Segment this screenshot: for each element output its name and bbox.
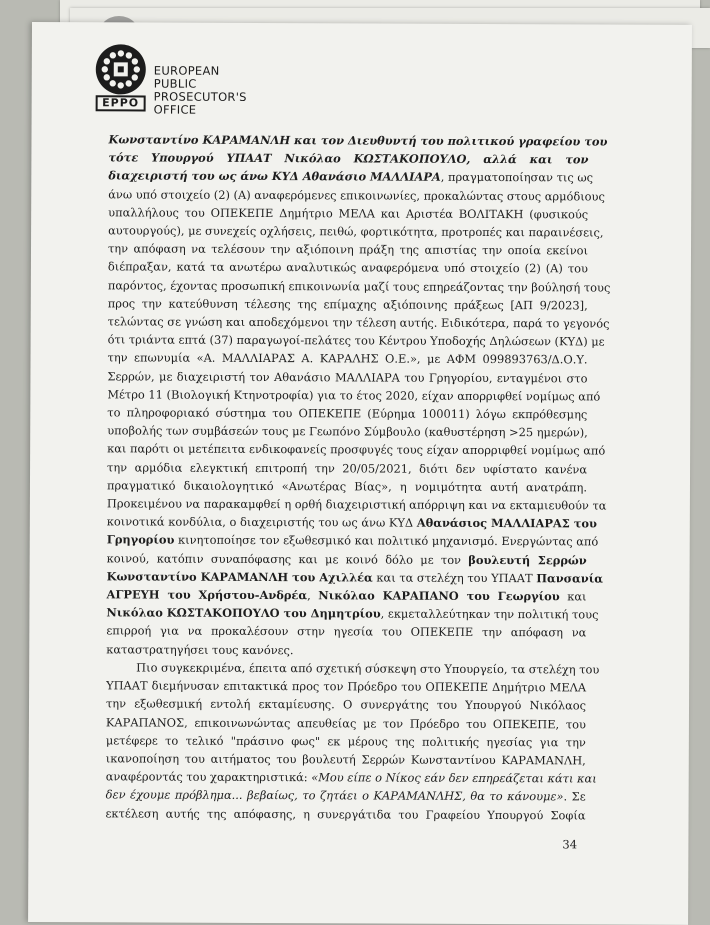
text-segment: την επωνυμία «Α. ΜΑΛΛΙΑΡΑΣ Α. ΚΑΡΑΛΗΣ Ο.Ε.», με ΑΦΜ 099893763/Δ.Ο.Υ. [107, 350, 588, 367]
text-segment: Προκειμένου να παρακαμφθεί η ορθή διαχειριστική απόρριψη και να εκταμιευθούν τα [106, 496, 607, 513]
text-line [108, 130, 608, 150]
text-line [106, 804, 586, 824]
eppo-logo [96, 44, 326, 135]
text-line [108, 149, 588, 169]
text-line [106, 731, 586, 751]
text-segment: . Σε [563, 789, 586, 804]
text-segment: πραγματικό δικαιολογητικό «Ανωτέρας Βίας», η νομιμότητα αυτή ανατράπη. [106, 478, 588, 495]
text-line [106, 640, 586, 660]
text-line [107, 367, 587, 387]
text-segment: κινητοποίησε τον εξωθεσμικό και πολιτικό μηχανισμό. Ενεργώντας από [174, 533, 599, 549]
text-segment: ΥΠΑΑΤ διεμήνυσαν επιτακτικά προς τον Πρόεδρο του ΟΠΕΚΕΠΕ Δημήτριο ΜΕΛΑ [106, 678, 587, 695]
text-segment: Νικόλαο ΚΑΡΑΠΑΝΟ του Γεωργίου [318, 588, 560, 604]
eppo-logo-text [154, 65, 247, 117]
text-line [106, 604, 599, 624]
text-segment: την εξωθεσμική εντολή εκταμίευσης. Ο συνεργάτης του Υπουργού Νικόλαος [105, 696, 587, 713]
text-line [107, 312, 610, 332]
text-line [106, 494, 607, 514]
text-segment: ικανοποίηση του αιτήματος του βουλευτή Σερρών Κωνσταντίνου ΚΑΡΑΜΑΝΛΗ, [105, 751, 586, 768]
text-segment: κοινού, κατόπιν συναπόφασης και με κοινό δόλο με τον [106, 551, 469, 567]
text-line [106, 713, 586, 733]
text-line [106, 531, 599, 551]
text-line [106, 513, 597, 533]
eppo-abbreviation: EPPO [96, 95, 146, 111]
text-segment: Νικόλαο ΚΩΣΤΑΚΟΠΟΥΛΟ του Δημητρίου [106, 605, 381, 621]
text-line [108, 258, 588, 278]
text-segment: μετέφερε το τελικό "πράσινο φως" εκ μέρους της πολιτικής ηγεσίας για την [105, 733, 586, 750]
text-segment: ότι τριάντα επτά (37) παραγωγοί-πελάτες του Κέντρου Υποδοχής Δηλώσεων (ΚΥΔ) με [107, 332, 605, 349]
text-line [106, 622, 586, 642]
text-segment: κοινοτικά κονδύλια, ο διαχειριστής του ως άνω ΚΥΔ [106, 514, 417, 530]
document-body [105, 130, 611, 824]
text-segment: , [307, 588, 319, 603]
text-segment: αναφέροντάς του χαρακτηριστικά: [105, 769, 312, 785]
logo-line: PUBLIC [153, 76, 197, 91]
text-segment: παρόντος, έχοντας προσωπική επικοινωνία μαζί τους επηρεάζοντας την βούλησή τους [107, 277, 611, 295]
text-line [108, 240, 588, 260]
text-segment: τότε Υπουργού ΥΠΑΑΤ Νικόλαο ΚΩΣΤΑΚΟΠΟΥΛΟ, αλλά και τον [108, 150, 589, 167]
text-segment: δεν έχουμε πρόβλημα... βεβαίως, το ζητάει ο ΚΑΡΑΜΑΝΛΗΣ, θα το κάνουμε» [105, 787, 564, 804]
text-line [108, 294, 588, 314]
text-segment: και παρότι οι μετέπειτα ενδικοφανείς προσφυγές τους είχαν απορριφθεί νομίμως από [107, 441, 606, 458]
document-page [28, 22, 692, 925]
text-line [106, 749, 586, 769]
text-segment: , εκμεταλλεύτηκαν την πολιτική τους [380, 606, 599, 622]
text-segment: καταστρατηγήσει τους κανόνες. [106, 642, 294, 657]
text-segment: επιρροή για να προκαλέσουν στην ηγεσία του ΟΠΕΚΕΠΕ την απόφαση να [106, 623, 587, 640]
page-number: 34 [562, 837, 578, 852]
text-segment: Μέτρο 11 (Βιολογική Κτηνοτροφία) για το έτος 2020, είχαν απορριφθεί νομίμως από [107, 387, 601, 404]
text-line [107, 476, 587, 496]
text-line [106, 658, 600, 678]
text-line [107, 549, 587, 569]
text-segment: την αρμόδια ελεγκτική επιτροπή την 20/05/2021, διότι δεν υφίστατο κανένα [107, 459, 588, 477]
text-segment: ΑΓΡΕΥΗ του Χρήστου-Ανδρέα [106, 587, 308, 603]
text-line [106, 676, 586, 696]
text-line [106, 695, 586, 715]
text-segment: υπαλλήλους του ΟΠΕΚΕΠΕ Δημήτριο ΜΕΛΑ και Αριστέα ΒΟΛΙΤΑΚΗ (φυσικούς [108, 205, 589, 222]
text-segment: το πληροφοριακό σύστημα του ΟΠΕΚΕΠΕ (Εύρημα 100011) λόγω εκπρόθεσμης [107, 405, 588, 422]
logo-line: OFFICE [153, 102, 197, 117]
text-line [107, 458, 587, 478]
text-segment: Πανσανία [536, 571, 604, 586]
text-line [108, 167, 594, 187]
text-segment: Κωνσταντίνο ΚΑΡΑΜΑΝΛΗ και τον Διευθυντή του πολιτικού γραφείου του [108, 132, 608, 149]
logo-line: EUROPEAN [153, 63, 220, 78]
text-line [107, 385, 601, 405]
text-line [107, 331, 605, 351]
text-segment: Σερρών, με διαχειριστή τον Αθανάσιο ΜΑΛΛΙΑΡΑ του Γρηγορίου, ενταγμένοι στο [107, 368, 588, 386]
text-segment: την απόφαση να τελέσουν την αξιόποινη πράξη της απιστίας την οποία εκείνοι [107, 241, 589, 258]
text-line [107, 349, 587, 369]
text-line [107, 276, 611, 296]
text-segment: υποβολής των συμβάσεών τους με Γεωπόνο Σύμβουλο (καθυστέρηση >25 ημερών), [107, 423, 588, 440]
text-segment: προς την κατεύθυνση τέλεσης της επίμαχης αξιόποινης πράξεως [ΑΠ 9/2023], [107, 296, 588, 313]
text-segment: εκτέλεση αυτής της απόφασης, η συνεργάτιδα του Γραφείου Υπουργού Σοφία [105, 805, 586, 822]
text-segment: «Μου είπε ο Νίκος εάν δεν επηρεάζεται κάτι και [311, 770, 597, 786]
logo-line: PROSECUTOR'S [153, 89, 247, 104]
text-segment: αυτουργούς), με συνεχείς οχλήσεις, πειθώ, φορτικότητα, προτροπές και παραινέσεις, [108, 223, 604, 240]
text-segment: , πραγματοποίησαν τις ως [440, 170, 594, 185]
text-segment: διέπραξαν, κατά τα ανωτέρω αναλυτικώς αναφερόμενα υπό στοιχείο (2) (Α) του [107, 259, 588, 276]
text-line [106, 585, 586, 605]
text-segment: και τα στελέχη του ΥΠΑΑΤ [372, 570, 537, 586]
text-segment: Γρηγορίου [106, 532, 175, 548]
text-line [107, 440, 606, 460]
text-segment: τελώντας σε γνώση και αποδεχόμενοι την τέλεση αυτής. Ειδικότερα, παρά το γεγονός [107, 314, 610, 331]
text-segment: διαχειριστή του ως άνω ΚΥΔ Αθανάσιο ΜΑΛΛΙΑΡΑ [108, 168, 441, 185]
text-line [106, 786, 586, 806]
text-segment: Πιο συγκεκριμένα, έπειτα από σχετική σύσκεψη στο Υπουργείο, τα στελέχη του [136, 660, 600, 677]
text-line [107, 403, 587, 423]
text-line [106, 567, 604, 587]
text-line [107, 422, 587, 442]
eppo-emblem-icon [96, 44, 146, 94]
text-segment: βουλευτή Σερρών [468, 552, 587, 568]
text-segment: ΚΑΡΑΠΑΝΟΣ, επικοινωνώντας απευθείας με τον Πρόεδρο του ΟΠΕΚΕΠΕ, του [105, 714, 586, 731]
text-line [108, 185, 605, 205]
text-segment: άνω υπό στοιχείο (2) (Α) αναφερόμενες επικοινωνίες, προκαλώντας στους αρμόδιους [108, 186, 605, 204]
text-segment: Αθανάσιος ΜΑΛΛΙΑΡΑΣ του [416, 515, 597, 531]
text-line [108, 203, 588, 223]
text-line [108, 221, 604, 241]
text-segment: και [559, 589, 587, 604]
text-segment: Κωνσταντίνο ΚΑΡΑΜΑΝΛΗ του Αχιλλέα [106, 569, 373, 585]
text-line [105, 767, 597, 787]
